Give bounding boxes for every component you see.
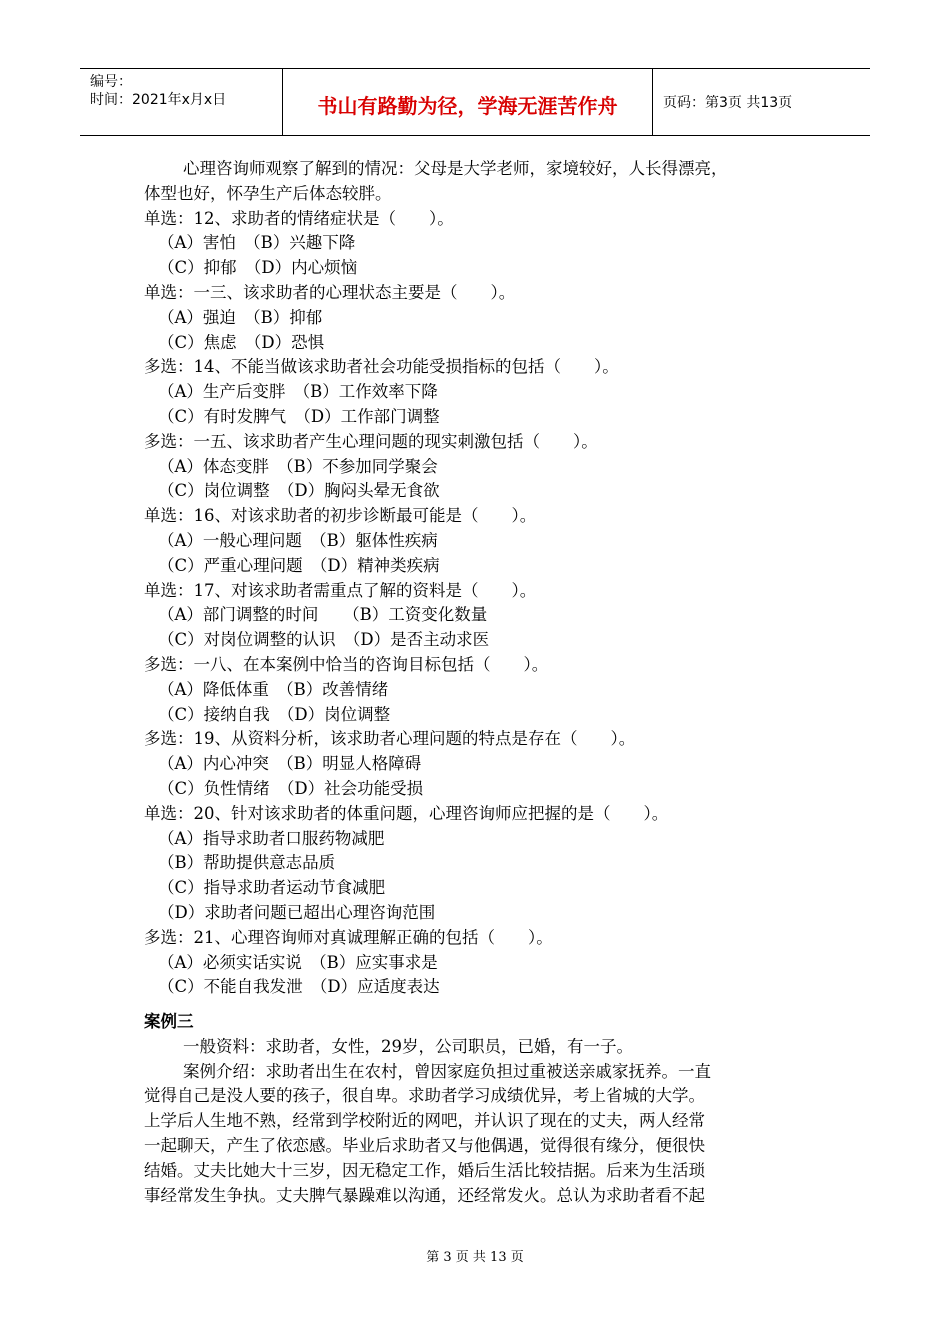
text-line: （C）不能自我发泄 （D）应适度表达 (158, 977, 440, 997)
text-line: 多选：14、不能当做该求助者社会功能受损指标的包括（ ）。 (144, 357, 619, 377)
text-line: （C）接纳自我 （D）岗位调整 (158, 704, 391, 724)
text-line: 觉得自己是没人要的孩子，很自卑。求助者学习成绩优异，考上省城的大学。 (144, 1086, 705, 1106)
text-line: 单选：20、针对该求助者的体重问题，心理咨询师应把握的是（ ）。 (144, 803, 669, 823)
text-line: （D）求助者问题已超出心理咨询范围 (158, 902, 436, 922)
page-footer: 第 3 页 共 13 页 (426, 1250, 524, 1265)
doc-time-label: 时间：2021年x月x日 (90, 92, 227, 108)
text-line: （A）一般心理问题 （B）躯体性疾病 (158, 530, 438, 550)
text-line: （C）对岗位调整的认识 （D）是否主动求医 (158, 630, 490, 650)
text-line: 一起聊天，产生了依恋感。毕业后求助者又与他偶遇，觉得很有缘分，便很快 (144, 1136, 705, 1156)
text-line: （A）体态变胖 （B）不参加同学聚会 (158, 456, 438, 476)
text-line: （B）帮助提供意志品质 (158, 853, 336, 873)
page-header (80, 68, 870, 136)
text-line: 事经常发生争执。丈夫脾气暴躁难以沟通，还经常发火。总认为求助者看不起 (144, 1185, 705, 1205)
text-line: （C）岗位调整 （D）胸闷头晕无食欲 (158, 481, 440, 501)
text-line: 心理咨询师观察了解到的情况：父母是大学老师，家境较好，人长得漂亮， (183, 159, 728, 178)
text-line: （A）必须实话实说 （B）应实事求是 (158, 952, 438, 972)
text-line: （A）害怕 （B）兴趣下降 (158, 233, 356, 253)
question-section (144, 157, 824, 1000)
doc-number-label: 编号： (90, 74, 132, 90)
text-line: 单选：16、对该求助者的初步诊断最可能是（ ）。 (144, 506, 537, 526)
text-line: （C）负性情绪 （D）社会功能受损 (158, 778, 424, 798)
text-line: （A）部门调整的时间 （B）工资变化数量 (158, 605, 488, 625)
text-line: （C）抑郁 （D）内心烦恼 (158, 258, 358, 278)
text-line: 多选：一八、在本案例中恰当的咨询目标包括（ ）。 (144, 654, 549, 674)
text-line: （A）指导求助者口服药物减肥 (158, 828, 385, 848)
text-line: 单选：17、对该求助者需重点了解的资料是（ ）。 (144, 580, 537, 600)
text-line: 多选：21、心理咨询师对真诚理解正确的包括（ ）。 (144, 927, 553, 947)
case-title: 案例三 (144, 1012, 194, 1032)
case-section (144, 1035, 824, 1209)
text-line: （C）焦虑 （D）恐惧 (158, 332, 325, 352)
text-line: （A）内心冲突 （B）明显人格障碍 (158, 754, 422, 774)
header-page-info: 页码：第3页 共13页 (663, 95, 793, 111)
text-line: 多选：一五、该求助者产生心理问题的现实刺激包括（ ）。 (144, 431, 598, 451)
text-line: （A）生产后变胖 （B）工作效率下降 (158, 382, 438, 402)
text-line: 体型也好，怀孕生产后体态较胖。 (144, 183, 392, 203)
text-line: （C）指导求助者运动节食减肥 (158, 878, 386, 898)
header-motto: 书山有路勤为径，学海无涯苦作舟 (283, 69, 653, 135)
document-body (144, 157, 824, 1208)
text-line: 单选：一三、该求助者的心理状态主要是（ ）。 (144, 282, 516, 302)
text-line: 案例介绍：求助者出生在农村，曾因家庭负担过重被送亲戚家抚养。一直 (183, 1061, 711, 1081)
text-line: 上学后人生地不熟，经常到学校附近的网吧，并认识了现在的丈夫，两人经常 (144, 1111, 705, 1131)
text-line: 单选：12、求助者的情绪症状是（ ）。 (144, 208, 454, 228)
text-line: 多选：19、从资料分析，该求助者心理问题的特点是存在（ ）。 (144, 729, 636, 749)
text-line: 一般资料：求助者，女性，29岁，公司职员，已婚，有一子。 (183, 1036, 633, 1056)
text-line: （C）有时发脾气 （D）工作部门调整 (158, 406, 440, 426)
text-line: （A）强迫 （B）抑郁 (158, 307, 323, 327)
text-line: （C）严重心理问题 （D）精神类疾病 (158, 555, 440, 575)
header-meta (80, 69, 283, 135)
text-line: 结婚。丈夫比她大十三岁，因无稳定工作，婚后生活比较拮据。后来为生活琐 (144, 1160, 705, 1180)
text-line: （A）降低体重 （B）改善情绪 (158, 679, 389, 699)
